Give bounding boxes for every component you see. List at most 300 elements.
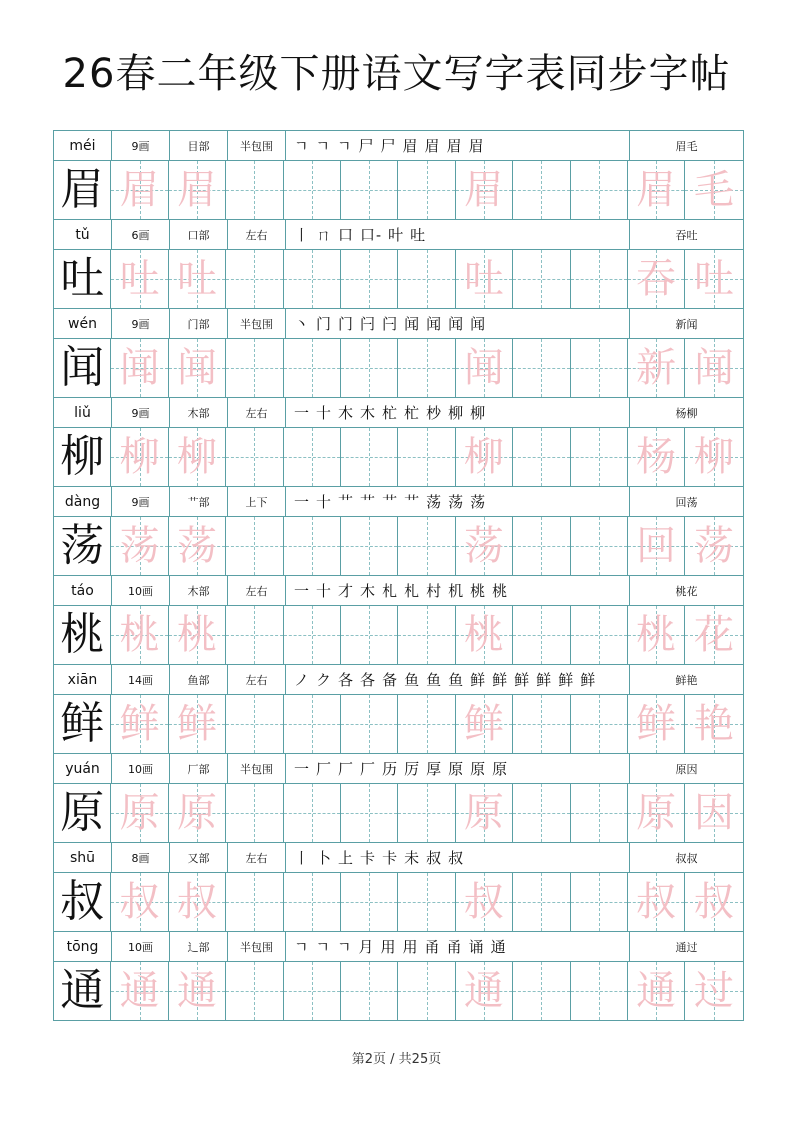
stroke-step: 一 [294, 493, 311, 511]
page-title: 26春二年级下册语文写字表同步字帖 [62, 51, 731, 97]
writing-cell[interactable] [513, 962, 570, 1020]
writing-cell[interactable] [571, 695, 628, 753]
writing-cell[interactable] [398, 606, 455, 664]
writing-cell[interactable] [513, 428, 570, 486]
trace-char: 毛 [693, 167, 734, 213]
writing-cell[interactable] [456, 250, 513, 308]
model-char: 吐 [60, 253, 105, 304]
writing-cell[interactable] [685, 784, 742, 842]
stroke-step: 丨 [294, 849, 311, 867]
writing-cell[interactable] [54, 962, 111, 1020]
stroke-step: 闩 [360, 315, 377, 333]
writing-cell[interactable] [226, 161, 283, 219]
writing-cell[interactable] [284, 517, 341, 575]
writing-cell[interactable] [111, 517, 168, 575]
stroke-step: 木 [338, 404, 355, 422]
writing-cell[interactable] [685, 606, 742, 664]
example-word: 鲜艳 [675, 673, 698, 687]
stroke-step: 才 [338, 582, 355, 600]
writing-cell[interactable] [456, 339, 513, 397]
trace-char: 过 [693, 968, 734, 1014]
writing-cell[interactable] [571, 784, 628, 842]
writing-cell[interactable] [284, 962, 341, 1020]
stroke-order [286, 754, 630, 783]
model-char: 眉 [60, 164, 105, 215]
trace-char: 新 [636, 345, 677, 391]
writing-cell[interactable] [54, 161, 111, 219]
writing-cell[interactable] [685, 339, 742, 397]
stroke-step: 鱼 [426, 671, 443, 689]
radical: 艹部 [170, 487, 228, 516]
writing-cell[interactable] [284, 873, 341, 931]
writing-cell[interactable] [111, 695, 168, 753]
stroke-order [286, 665, 630, 694]
writing-cell[interactable] [398, 517, 455, 575]
writing-cell[interactable] [226, 517, 283, 575]
trace-char: 杨 [636, 434, 677, 480]
writing-cell[interactable] [111, 606, 168, 664]
char-info-row [54, 576, 743, 606]
writing-cell[interactable] [226, 784, 283, 842]
stroke-order [286, 487, 630, 516]
writing-cell[interactable] [54, 250, 111, 308]
stroke-step: 鲜 [558, 671, 575, 689]
writing-cell[interactable] [54, 517, 111, 575]
stroke-step: 厂 [360, 760, 377, 778]
stroke-count: 9画 [112, 131, 170, 160]
stroke-step: 艹 [382, 493, 399, 511]
stroke-step: ㄱ [337, 137, 353, 155]
stroke-step: 杧 [404, 404, 421, 422]
stroke-step: 机 [448, 582, 465, 600]
structure: 左右 [228, 843, 286, 872]
writing-cell[interactable] [513, 250, 570, 308]
stroke-step: 眉 [424, 137, 441, 155]
trace-char: 桃 [176, 612, 217, 658]
writing-cell[interactable] [169, 784, 226, 842]
model-char: 桃 [60, 609, 105, 660]
trace-char: 原 [176, 790, 217, 836]
writing-cell[interactable] [685, 428, 742, 486]
stroke-step: 用 [380, 938, 397, 956]
trace-char: 吐 [693, 256, 734, 302]
writing-cell[interactable] [398, 873, 455, 931]
writing-grid-row [54, 962, 743, 1020]
char-entry [54, 220, 743, 309]
writing-cell[interactable] [341, 428, 398, 486]
writing-cell[interactable] [571, 428, 628, 486]
writing-grid-row [54, 517, 743, 576]
writing-cell[interactable] [571, 250, 628, 308]
stroke-step: 未 [404, 849, 421, 867]
writing-cell[interactable] [398, 695, 455, 753]
writing-cell[interactable] [226, 962, 283, 1020]
trace-char: 通 [636, 968, 677, 1014]
writing-cell[interactable] [54, 873, 111, 931]
model-char: 原 [60, 787, 105, 838]
pinyin: dàng [54, 487, 112, 516]
stroke-step: 闩 [382, 315, 399, 333]
pinyin: méi [54, 131, 112, 160]
stroke-step: 鱼 [448, 671, 465, 689]
stroke-step: 鲜 [492, 671, 509, 689]
writing-cell[interactable] [628, 606, 685, 664]
stroke-step: 厂 [338, 760, 355, 778]
stroke-step: 闻 [426, 315, 443, 333]
stroke-step: 木 [360, 582, 377, 600]
example-word: 吞吐 [675, 228, 698, 242]
example-word: 杨柳 [675, 406, 698, 420]
stroke-step: ㄱ [315, 938, 331, 956]
writing-cell[interactable] [226, 873, 283, 931]
pinyin: shū [54, 843, 112, 872]
example-word: 桃花 [675, 584, 698, 598]
char-info-row [54, 843, 743, 873]
writing-cell[interactable] [111, 250, 168, 308]
stroke-step: 各 [360, 671, 377, 689]
writing-cell[interactable] [341, 250, 398, 308]
stroke-step: 眉 [468, 137, 485, 155]
char-info-row [54, 932, 743, 962]
writing-cell[interactable] [398, 962, 455, 1020]
stroke-step: 门 [338, 315, 355, 333]
stroke-order [286, 220, 630, 249]
trace-char: 柳 [693, 434, 734, 480]
stroke-order [286, 932, 630, 961]
model-char: 通 [60, 965, 105, 1016]
stroke-step: 鱼 [404, 671, 421, 689]
writing-cell[interactable] [456, 962, 513, 1020]
writing-cell[interactable] [571, 161, 628, 219]
pinyin: yuán [54, 754, 112, 783]
writing-cell[interactable] [571, 873, 628, 931]
writing-cell[interactable] [571, 962, 628, 1020]
trace-char: 柳 [119, 434, 160, 480]
stroke-step: 历 [382, 760, 399, 778]
example-word: 原因 [675, 762, 698, 776]
model-char: 鲜 [60, 698, 105, 749]
writing-cell[interactable] [628, 784, 685, 842]
trace-char: 柳 [463, 434, 504, 480]
writing-cell[interactable] [169, 517, 226, 575]
writing-cell[interactable] [685, 695, 742, 753]
writing-cell[interactable] [513, 873, 570, 931]
stroke-step: 门 [316, 315, 333, 333]
writing-cell[interactable] [628, 873, 685, 931]
trace-char: 桃 [463, 612, 504, 658]
stroke-step: 一 [294, 760, 311, 778]
writing-cell[interactable] [398, 339, 455, 397]
stroke-count: 10画 [112, 932, 170, 961]
writing-cell[interactable] [513, 161, 570, 219]
writing-cell[interactable] [628, 695, 685, 753]
writing-cell[interactable] [284, 606, 341, 664]
writing-cell[interactable] [628, 250, 685, 308]
trace-char: 叔 [636, 879, 677, 925]
stroke-step: 月 [358, 938, 375, 956]
trace-char: 通 [176, 968, 217, 1014]
stroke-step: 杪 [426, 404, 443, 422]
writing-cell[interactable] [513, 695, 570, 753]
trace-char: 原 [463, 790, 504, 836]
trace-char: 荡 [463, 523, 504, 569]
radical: 辶部 [170, 932, 228, 961]
stroke-count: 10画 [112, 754, 170, 783]
writing-cell[interactable] [628, 517, 685, 575]
char-entry [54, 665, 743, 754]
example-word: 通过 [675, 940, 698, 954]
writing-cell[interactable] [111, 339, 168, 397]
stroke-step: 卡 [360, 849, 377, 867]
writing-cell[interactable] [341, 517, 398, 575]
writing-cell[interactable] [54, 695, 111, 753]
writing-cell[interactable] [513, 339, 570, 397]
model-char: 柳 [60, 431, 105, 482]
writing-cell[interactable] [169, 339, 226, 397]
writing-cell[interactable] [284, 428, 341, 486]
writing-cell[interactable] [284, 161, 341, 219]
trace-char: 因 [693, 790, 734, 836]
stroke-step: ㄱ [294, 938, 310, 956]
stroke-order [286, 843, 630, 872]
example-word: 新闻 [675, 317, 698, 331]
writing-cell[interactable] [226, 695, 283, 753]
trace-char: 桃 [636, 612, 677, 658]
writing-cell[interactable] [628, 962, 685, 1020]
stroke-count: 6画 [112, 220, 170, 249]
trace-char: 吞 [636, 256, 677, 302]
char-info-row [54, 487, 743, 517]
stroke-step: 鲜 [536, 671, 553, 689]
stroke-step: 一 [294, 582, 311, 600]
writing-cell[interactable] [456, 784, 513, 842]
writing-cell[interactable] [226, 250, 283, 308]
structure: 左右 [228, 665, 286, 694]
writing-cell[interactable] [341, 695, 398, 753]
stroke-count: 9画 [112, 487, 170, 516]
example-word: 回荡 [675, 495, 698, 509]
writing-cell[interactable] [284, 784, 341, 842]
writing-cell[interactable] [54, 784, 111, 842]
writing-cell[interactable] [513, 517, 570, 575]
stroke-step: 叶 [388, 226, 405, 244]
writing-cell[interactable] [456, 873, 513, 931]
stroke-step: 十 [316, 404, 333, 422]
stroke-step: 厚 [426, 760, 443, 778]
stroke-step: 厉 [404, 760, 421, 778]
writing-cell[interactable] [571, 517, 628, 575]
trace-char: 荡 [119, 523, 160, 569]
structure: 左右 [228, 576, 286, 605]
writing-cell[interactable] [111, 962, 168, 1020]
writing-cell[interactable] [169, 161, 226, 219]
writing-cell[interactable] [169, 428, 226, 486]
stroke-step: 吐 [410, 226, 427, 244]
stroke-step: 村 [426, 582, 443, 600]
stroke-step: ㄇ [316, 226, 333, 244]
stroke-count: 14画 [112, 665, 170, 694]
writing-cell[interactable] [284, 695, 341, 753]
stroke-step: 闻 [404, 315, 421, 333]
stroke-step: 原 [492, 760, 509, 778]
writing-cell[interactable] [513, 784, 570, 842]
writing-cell[interactable] [341, 962, 398, 1020]
writing-cell[interactable] [341, 606, 398, 664]
stroke-step: 荡 [448, 493, 465, 511]
writing-cell[interactable] [111, 161, 168, 219]
structure: 上下 [228, 487, 286, 516]
stroke-step: 卡 [382, 849, 399, 867]
stroke-step: 厂 [316, 760, 333, 778]
stroke-order [286, 576, 630, 605]
model-char: 荡 [60, 520, 105, 571]
stroke-step: ㄱ [294, 137, 310, 155]
char-entry [54, 843, 743, 932]
trace-char: 眉 [119, 167, 160, 213]
writing-cell[interactable] [398, 428, 455, 486]
writing-cell[interactable] [628, 339, 685, 397]
writing-cell[interactable] [571, 339, 628, 397]
writing-cell[interactable] [169, 695, 226, 753]
writing-cell[interactable] [398, 250, 455, 308]
trace-char: 吐 [176, 256, 217, 302]
writing-cell[interactable] [341, 339, 398, 397]
writing-cell[interactable] [169, 606, 226, 664]
trace-char: 荡 [176, 523, 217, 569]
writing-cell[interactable] [456, 161, 513, 219]
trace-char: 原 [636, 790, 677, 836]
trace-char: 鲜 [176, 701, 217, 747]
pinyin: tǔ [54, 220, 112, 249]
writing-cell[interactable] [628, 428, 685, 486]
stroke-step: 各 [338, 671, 355, 689]
trace-char: 叔 [463, 879, 504, 925]
writing-cell[interactable] [226, 428, 283, 486]
stroke-step: 用 [402, 938, 419, 956]
stroke-step: 上 [338, 849, 355, 867]
writing-cell[interactable] [111, 428, 168, 486]
writing-cell[interactable] [284, 250, 341, 308]
radical: 又部 [170, 843, 228, 872]
trace-char: 鲜 [463, 701, 504, 747]
stroke-step: 叔 [448, 849, 465, 867]
stroke-step: 桃 [470, 582, 487, 600]
char-info-row [54, 220, 743, 250]
trace-char: 鲜 [119, 701, 160, 747]
writing-cell[interactable] [169, 250, 226, 308]
writing-cell[interactable] [456, 428, 513, 486]
trace-char: 闻 [176, 345, 217, 391]
writing-cell[interactable] [456, 606, 513, 664]
trace-char: 眉 [463, 167, 504, 213]
char-info-row [54, 398, 743, 428]
writing-cell[interactable] [54, 339, 111, 397]
writing-cell[interactable] [341, 161, 398, 219]
writing-cell[interactable] [284, 339, 341, 397]
stroke-step: 艹 [360, 493, 377, 511]
radical: 厂部 [170, 754, 228, 783]
structure: 半包围 [228, 309, 286, 338]
stroke-step: 叔 [426, 849, 443, 867]
char-info-row [54, 131, 743, 161]
writing-cell[interactable] [169, 962, 226, 1020]
char-entry [54, 932, 743, 1020]
stroke-step: 桃 [492, 582, 509, 600]
radical: 鱼部 [170, 665, 228, 694]
stroke-count: 9画 [112, 309, 170, 338]
writing-cell[interactable] [456, 695, 513, 753]
trace-char: 闻 [463, 345, 504, 391]
writing-cell[interactable] [513, 606, 570, 664]
char-entry [54, 487, 743, 576]
trace-char: 吐 [463, 256, 504, 302]
writing-cell[interactable] [685, 161, 742, 219]
stroke-step: 卜 [316, 849, 333, 867]
writing-cell[interactable] [169, 873, 226, 931]
stroke-step: ㄱ [315, 137, 331, 155]
trace-char: 眉 [176, 167, 217, 213]
writing-cell[interactable] [111, 784, 168, 842]
stroke-step: 丶 [294, 315, 311, 333]
char-entry [54, 754, 743, 843]
writing-cell[interactable] [226, 339, 283, 397]
writing-grid-row [54, 161, 743, 220]
char-info-row [54, 309, 743, 339]
trace-char: 花 [693, 612, 734, 658]
writing-grid-row [54, 695, 743, 754]
stroke-step: 原 [470, 760, 487, 778]
example-word: 眉毛 [675, 139, 698, 153]
stroke-step: 眉 [446, 137, 463, 155]
writing-cell[interactable] [685, 250, 742, 308]
writing-cell[interactable] [398, 161, 455, 219]
stroke-step: 通 [490, 938, 507, 956]
writing-cell[interactable] [111, 873, 168, 931]
writing-cell[interactable] [685, 873, 742, 931]
writing-grid-row [54, 339, 743, 398]
writing-cell[interactable] [628, 161, 685, 219]
trace-char: 眉 [636, 167, 677, 213]
writing-cell[interactable] [685, 517, 742, 575]
stroke-step: 柳 [470, 404, 487, 422]
writing-cell[interactable] [341, 784, 398, 842]
structure: 半包围 [228, 131, 286, 160]
model-char: 叔 [60, 876, 105, 927]
writing-cell[interactable] [398, 784, 455, 842]
writing-cell[interactable] [226, 606, 283, 664]
stroke-step: 十 [316, 493, 333, 511]
writing-cell[interactable] [54, 428, 111, 486]
pinyin: tōng [54, 932, 112, 961]
writing-cell[interactable] [685, 962, 742, 1020]
structure: 半包围 [228, 754, 286, 783]
page-number: 第2页 / 共25页 [351, 1052, 442, 1067]
pinyin: wén [54, 309, 112, 338]
writing-cell[interactable] [341, 873, 398, 931]
stroke-step: ノ [294, 671, 311, 689]
stroke-step: 鲜 [470, 671, 487, 689]
stroke-step: 诵 [468, 938, 485, 956]
stroke-step: 原 [448, 760, 465, 778]
writing-cell[interactable] [456, 517, 513, 575]
char-entry [54, 309, 743, 398]
trace-char: 通 [463, 968, 504, 1014]
stroke-step: 札 [404, 582, 421, 600]
trace-char: 叔 [176, 879, 217, 925]
stroke-step: 甬 [424, 938, 441, 956]
writing-cell[interactable] [54, 606, 111, 664]
writing-cell[interactable] [571, 606, 628, 664]
